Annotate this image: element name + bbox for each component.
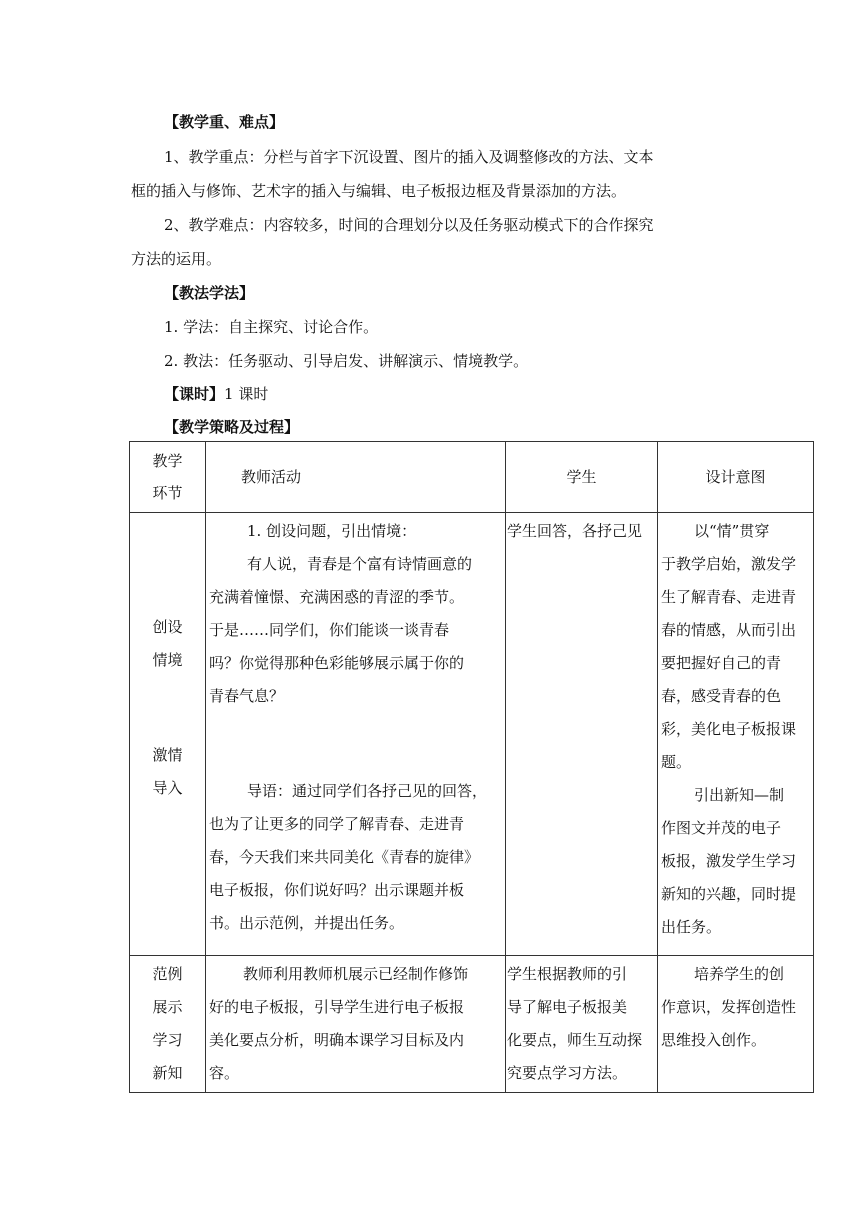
- keypoints-p1-line2: 框的插入与修饰、艺术字的插入与编辑、电子板报边框及背景添加的方法。: [131, 182, 627, 200]
- row1-teacher-l5: 吗？你觉得那种色彩能够展示属于你的: [209, 654, 465, 672]
- row2-teacher: [206, 956, 506, 1093]
- row1-intent-l12: 新知的兴趣，同时提: [661, 885, 797, 903]
- row2-student-l2: 导了解电子板报美: [507, 998, 628, 1016]
- row1-intent-l5: 要把握好自己的青: [661, 654, 782, 672]
- row2-stage-2: 展示: [152, 998, 183, 1016]
- header-student-label: 学生: [566, 468, 597, 486]
- header-intent: [658, 442, 814, 513]
- row2-teacher-l4: 容。: [209, 1064, 240, 1082]
- row1-intent-l6: 春，感受青春的色: [661, 687, 782, 705]
- row2-intent-l2: 作意识，发挥创造性: [661, 998, 797, 1016]
- row1-teacher-l4: 于是……同学们，你们能谈一谈青春: [209, 621, 450, 639]
- row2-stage-4: 新知: [152, 1064, 183, 1082]
- methods-heading: 【教法学法】: [164, 284, 255, 302]
- row1-stage-a2: 情境: [152, 651, 183, 669]
- row1-intent: [658, 513, 814, 956]
- row1-stage-b2: 导入: [152, 779, 183, 797]
- row2-student-l4: 究要点学习方法。: [507, 1064, 628, 1082]
- row2-student-l3: 化要点，师生互动探: [507, 1031, 643, 1049]
- row1-teacher-g3: 春，今天我们来共同美化《青春的旋律》: [209, 848, 480, 866]
- row1-intent-l1: 以“情”贯穿: [694, 522, 770, 540]
- row1-teacher-l3: 充满着憧憬、充满困惑的青涩的季节。: [209, 588, 465, 606]
- row1-teacher-l6: 青春气息？: [209, 687, 285, 705]
- row1-intent-l3: 生了解青春、走进青: [661, 588, 797, 606]
- row1-teacher-l1: 1. 创设问题，引出情境：: [247, 522, 417, 540]
- keypoints-p2-line2: 方法的运用。: [131, 250, 222, 268]
- row1-teacher-g4: 电子板报，你们说好吗？出示课题并板: [209, 881, 465, 899]
- row1-intent-l2: 于教学启始，激发学: [661, 555, 797, 573]
- header-student: [506, 442, 658, 513]
- row1-intent-l8: 题。: [661, 753, 692, 771]
- row2-teacher-l3: 美化要点分析，明确本课学习目标及内: [209, 1031, 465, 1049]
- header-stage-line1: 教学: [152, 452, 183, 470]
- row2-stage-3: 学习: [152, 1031, 183, 1049]
- row1-intent-l9: 引出新知—制: [694, 786, 785, 804]
- hours-line: [164, 384, 268, 404]
- keypoints-heading: 【教学重、难点】: [164, 113, 285, 131]
- row1-stage-a1: 创设: [152, 618, 183, 636]
- row1-student: [506, 513, 658, 956]
- row2-intent: [658, 956, 814, 1093]
- row1-teacher-g1: 导语：通过同学们各抒己见的回答，: [247, 782, 488, 800]
- hours-heading: 【课时】: [164, 385, 225, 403]
- table-row: [130, 956, 814, 1093]
- header-stage: [130, 442, 206, 513]
- row2-teacher-l2: 好的电子板报，引导学生进行电子板报: [209, 998, 465, 1016]
- row1-intent-l11: 板报，激发学生学习: [661, 852, 797, 870]
- row2-student-l1: 学生根据教师的引: [507, 965, 628, 983]
- row1-teacher-l2: 有人说，青春是个富有诗情画意的: [247, 555, 473, 573]
- methods-item-2: 2. 教法：任务驱动、引导启发、讲解演示、情境教学。: [164, 352, 529, 370]
- row1-intent-l7: 彩，美化电子板报课: [661, 720, 797, 738]
- header-stage-line2: 环节: [152, 484, 183, 502]
- table-header-row: [130, 442, 814, 513]
- process-heading: 【教学策略及过程】: [164, 418, 300, 436]
- row1-teacher-g5: 书。出示范例，并提出任务。: [209, 914, 405, 932]
- row1-teacher: [206, 513, 506, 956]
- keypoints-p1-line1: 1、教学重点：分栏与首字下沉设置、图片的插入及调整修改的方法、文本: [164, 148, 654, 166]
- row1-stage-b1: 激情: [152, 746, 183, 764]
- row1-student-text: 学生回答，各抒己见: [507, 522, 643, 540]
- row2-intent-l1: 培养学生的创: [694, 965, 785, 983]
- row2-student: [506, 956, 658, 1093]
- header-teacher-label: 教师活动: [241, 468, 302, 486]
- row2-stage-1: 范例: [152, 965, 183, 983]
- teaching-process-table: [129, 441, 814, 1093]
- row1-intent-l10: 作图文并茂的电子: [661, 819, 782, 837]
- table-row: [130, 513, 814, 956]
- keypoints-p2-line1: 2、教学难点：内容较多，时间的合理划分以及任务驱动模式下的合作探究: [164, 216, 654, 234]
- row1-intent-l4: 春的情感，从而引出: [661, 621, 797, 639]
- row2-intent-l3: 思维投入创作。: [661, 1031, 767, 1049]
- row2-stage: [130, 956, 206, 1093]
- row2-teacher-l1: 教师利用教师机展示已经制作修饰: [243, 965, 469, 983]
- row1-stage: [130, 513, 206, 956]
- row1-teacher-g2: 也为了让更多的同学了解青春、走进青: [209, 815, 465, 833]
- row1-intent-l13: 出任务。: [661, 918, 722, 936]
- methods-item-1: 1. 学法：自主探究、讨论合作。: [164, 318, 379, 336]
- hours-value: 1 课时: [224, 385, 269, 403]
- header-teacher: [206, 442, 506, 513]
- header-intent-label: 设计意图: [705, 468, 766, 486]
